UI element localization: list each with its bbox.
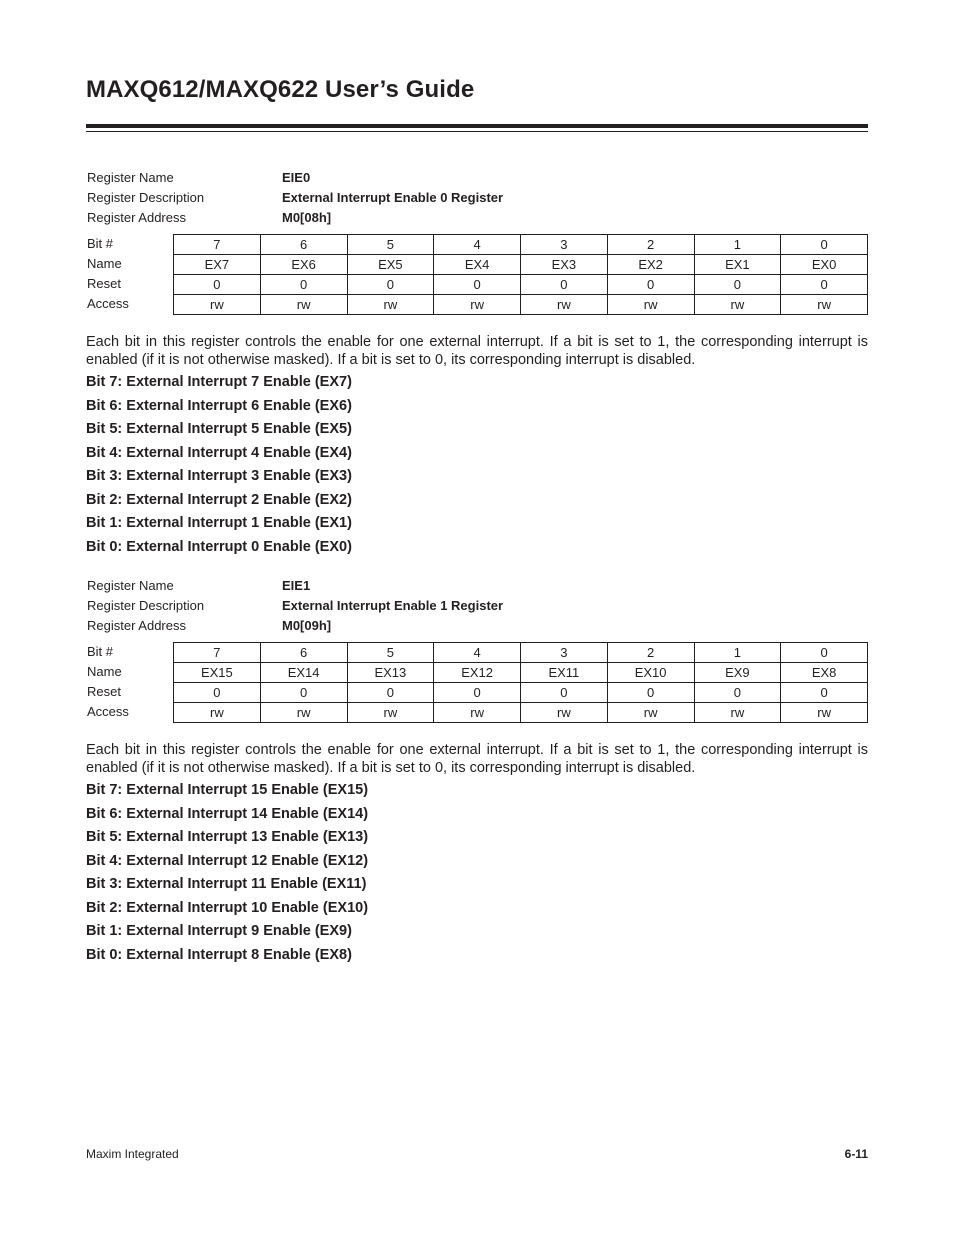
header-rule-thin — [86, 131, 868, 132]
access-cell: rw — [174, 295, 261, 315]
register-block-eie0 — [86, 168, 868, 559]
name-cell: EX11 — [521, 663, 608, 683]
name-cell: EX6 — [260, 255, 347, 275]
reset-cell: 0 — [174, 275, 261, 295]
register-description-label: Register Description — [87, 598, 205, 613]
reset-cell: 0 — [174, 683, 261, 703]
register-address-value: M0[09h] — [282, 618, 332, 633]
bit-row-label: Bit # — [87, 236, 114, 251]
bit-grid-row-labels — [86, 642, 173, 722]
bit-grid-row-labels — [86, 234, 173, 314]
bit-description: Bit 1: External Interrupt 1 Enable (EX1) — [86, 515, 352, 531]
bit-description-list — [86, 779, 868, 967]
reset-cell: 0 — [260, 683, 347, 703]
access-cell: rw — [521, 295, 608, 315]
bit-number-row — [174, 235, 868, 255]
access-cell: rw — [347, 295, 434, 315]
name-cell: EX5 — [347, 255, 434, 275]
reset-row — [174, 275, 868, 295]
access-cell: rw — [434, 703, 521, 723]
name-cell: EX3 — [521, 255, 608, 275]
bit-cell: 1 — [694, 235, 781, 255]
footer-company: Maxim Integrated — [86, 1147, 179, 1161]
bit-description: Bit 3: External Interrupt 3 Enable (EX3) — [86, 468, 352, 484]
register-paragraph: Each bit in this register controls the enable for one external interrupt. If a bit is set to 1, the corresponding interrupt is enabled (if it is not otherwise masked). If a bit is set to 0, its corresponding interrupt is disabled. — [86, 742, 868, 776]
bit-description: Bit 6: External Interrupt 6 Enable (EX6) — [86, 397, 352, 414]
reset-cell: 0 — [781, 683, 868, 703]
name-cell: EX12 — [434, 663, 521, 683]
register-name-value: EIE1 — [282, 578, 311, 593]
reset-cell: 0 — [434, 683, 521, 703]
name-cell: EX1 — [694, 255, 781, 275]
access-row — [174, 295, 868, 315]
access-cell: rw — [781, 703, 868, 723]
register-description-row — [86, 596, 868, 616]
bit-cell: 4 — [434, 643, 521, 663]
access-cell: rw — [434, 295, 521, 315]
register-name-label: Register Name — [87, 578, 174, 593]
name-cell: EX0 — [781, 255, 868, 275]
register-name-row — [86, 576, 868, 596]
access-cell: rw — [607, 703, 694, 723]
name-cell: EX9 — [694, 663, 781, 683]
reset-cell: 0 — [521, 275, 608, 295]
bit-description: Bit 4: External Interrupt 4 Enable (EX4) — [86, 444, 352, 461]
bit-cell: 0 — [781, 235, 868, 255]
bit-description: Bit 2: External Interrupt 10 Enable (EX10) — [86, 899, 369, 916]
bit-description: Bit 1: External Interrupt 9 Enable (EX9) — [86, 923, 352, 939]
bit-cell: 7 — [174, 235, 261, 255]
name-cell: EX15 — [174, 663, 261, 683]
bit-description: Bit 5: External Interrupt 13 Enable (EX13) — [86, 829, 369, 845]
access-cell: rw — [260, 703, 347, 723]
access-cell: rw — [260, 295, 347, 315]
bit-description: Bit 5: External Interrupt 5 Enable (EX5) — [86, 421, 352, 437]
reset-cell: 0 — [260, 275, 347, 295]
reset-cell: 0 — [434, 275, 521, 295]
bit-grid — [86, 642, 868, 724]
reset-cell: 0 — [694, 683, 781, 703]
access-cell: rw — [347, 703, 434, 723]
bit-description: Bit 2: External Interrupt 2 Enable (EX2) — [86, 491, 352, 508]
access-cell: rw — [694, 295, 781, 315]
register-description-value: External Interrupt Enable 1 Register — [282, 598, 504, 613]
bit-cell: 2 — [607, 235, 694, 255]
register-block-eie1 — [86, 576, 868, 967]
bit-cell: 6 — [260, 235, 347, 255]
bit-description: Bit 3: External Interrupt 11 Enable (EX11) — [86, 876, 367, 892]
reset-cell: 0 — [607, 275, 694, 295]
register-paragraph: Each bit in this register controls the enable for one external interrupt. If a bit is set to 1, the corresponding interrupt is enabled (if it is not otherwise masked). If a bit is set to 0, its corresponding interrupt is disabled. — [86, 334, 868, 368]
register-address-value: M0[08h] — [282, 210, 332, 225]
bit-grid — [86, 234, 868, 316]
bit-cell: 5 — [347, 235, 434, 255]
register-description-label: Register Description — [87, 190, 205, 205]
name-cell: EX2 — [607, 255, 694, 275]
name-cell: EX8 — [781, 663, 868, 683]
reset-row — [174, 683, 868, 703]
name-cell: EX13 — [347, 663, 434, 683]
access-cell: rw — [174, 703, 261, 723]
register-address-row — [86, 616, 868, 636]
access-row-label: Access — [87, 296, 129, 311]
bit-description: Bit 7: External Interrupt 15 Enable (EX15) — [86, 782, 369, 798]
bit-description: Bit 4: External Interrupt 12 Enable (EX12) — [86, 852, 369, 869]
bit-cell: 7 — [174, 643, 261, 663]
access-cell: rw — [694, 703, 781, 723]
name-row-label: Name — [87, 256, 122, 271]
bit-description: Bit 7: External Interrupt 7 Enable (EX7) — [86, 374, 352, 390]
reset-cell: 0 — [347, 683, 434, 703]
bit-description: Bit 0: External Interrupt 0 Enable (EX0) — [86, 538, 352, 555]
name-cell: EX14 — [260, 663, 347, 683]
bit-number-row — [174, 643, 868, 663]
reset-row-label: Reset — [87, 276, 121, 291]
bit-cell: 3 — [521, 235, 608, 255]
reset-cell: 0 — [694, 275, 781, 295]
bit-row-label: Bit # — [87, 644, 114, 659]
name-cell: EX10 — [607, 663, 694, 683]
header-rule-thick — [86, 124, 868, 128]
bit-cell: 5 — [347, 643, 434, 663]
bit-cell: 4 — [434, 235, 521, 255]
bit-cell: 6 — [260, 643, 347, 663]
register-description-value: External Interrupt Enable 0 Register — [282, 190, 504, 205]
bit-cell: 2 — [607, 643, 694, 663]
register-name-row — [86, 168, 868, 188]
register-description-row — [86, 188, 868, 208]
bit-cell: 3 — [521, 643, 608, 663]
bit-description: Bit 6: External Interrupt 14 Enable (EX14) — [86, 805, 369, 822]
name-cell: EX4 — [434, 255, 521, 275]
access-cell: rw — [607, 295, 694, 315]
register-name-label: Register Name — [87, 170, 174, 185]
name-row-label: Name — [87, 664, 122, 679]
reset-cell: 0 — [347, 275, 434, 295]
bit-table — [173, 642, 868, 723]
register-address-row — [86, 208, 868, 228]
page-title: MAXQ612/MAXQ622 User’s Guide — [86, 76, 475, 103]
bit-name-row — [174, 663, 868, 683]
register-address-label: Register Address — [87, 618, 186, 633]
access-row-label: Access — [87, 704, 129, 719]
reset-cell: 0 — [781, 275, 868, 295]
bit-description: Bit 0: External Interrupt 8 Enable (EX8) — [86, 946, 352, 963]
reset-cell: 0 — [607, 683, 694, 703]
bit-table — [173, 234, 868, 315]
footer-page-number: 6-11 — [844, 1147, 868, 1161]
access-cell: rw — [781, 295, 868, 315]
bit-description-list — [86, 371, 868, 559]
reset-row-label: Reset — [87, 684, 121, 699]
register-address-label: Register Address — [87, 210, 186, 225]
access-row — [174, 703, 868, 723]
bit-cell: 1 — [694, 643, 781, 663]
register-name-value: EIE0 — [282, 170, 311, 185]
access-cell: rw — [521, 703, 608, 723]
reset-cell: 0 — [521, 683, 608, 703]
bit-name-row — [174, 255, 868, 275]
name-cell: EX7 — [174, 255, 261, 275]
bit-cell: 0 — [781, 643, 868, 663]
